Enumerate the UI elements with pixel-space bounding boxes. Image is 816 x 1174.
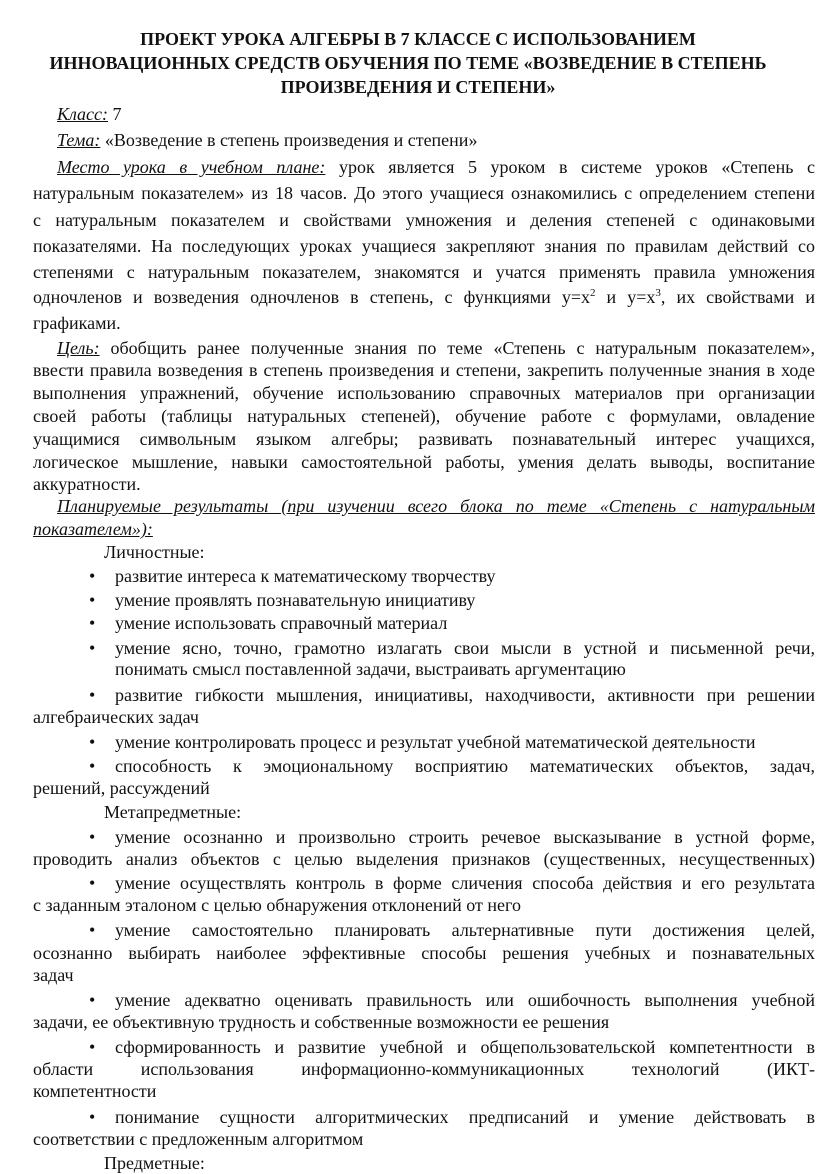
bullet-icon: • bbox=[89, 613, 96, 633]
meta-item-1a: умение осознанно и произвольно строить речевое высказывание в устной форме, bbox=[115, 827, 815, 847]
place-line-1: Место урока в учебном плане: урок является 5 уроком в системе уроков «Степень с bbox=[57, 157, 815, 177]
meta-item-3b: осознанно выбирать наиболее эффективные способы решения учебных и познавательных bbox=[33, 943, 815, 963]
bullet-icon: • bbox=[89, 873, 96, 893]
class-line bbox=[57, 103, 122, 125]
topic-value: «Возведение в степень произведения и степени» bbox=[100, 130, 478, 150]
personal-item-4b: понимать смысл поставленной задачи, выстраивать аргументацию bbox=[115, 659, 626, 679]
place-line-2: натуральным показателем» из 18 часов. До этого учащиеся ознакомились с определением степени bbox=[33, 183, 815, 203]
meta-item-5a: сформированность и развитие учебной и общепользовательской компетентности в bbox=[115, 1037, 815, 1057]
goal-line-3: выполнения упражнений, обучение использованию справочных материалов при организации bbox=[33, 383, 815, 403]
meta-item-2b: с заданным эталоном с целью обнаружения отклонений от него bbox=[33, 895, 521, 915]
meta-item-5b: области использования информационно-коммуникационных технологий (ИКТ- bbox=[33, 1059, 815, 1079]
bullet-icon: • bbox=[89, 920, 96, 940]
goal-label: Цель: bbox=[57, 338, 100, 358]
goal-line-5: учащимися символьным языком алгебры; развивать познавательный интерес учащихся, bbox=[33, 429, 815, 449]
place-line-6: одночленов и возведения одночленов в степень, с функциями $y=x^2$ и $y=x^3$, их свойствами и bbox=[33, 287, 815, 307]
class-label: Класс: bbox=[57, 104, 108, 124]
bullet-icon: • bbox=[89, 756, 96, 776]
personal-item-1: развитие интереса к математическому творчеству bbox=[115, 566, 496, 586]
subject-heading: Предметные: bbox=[104, 1153, 205, 1173]
goal-line-7: аккуратности. bbox=[33, 474, 141, 494]
doc-title-line2: ИННОВАЦИОННЫХ СРЕДСТВ ОБУЧЕНИЯ ПО ТЕМЕ «ВОЗВЕДЕНИЕ В СТЕПЕНЬ bbox=[49, 53, 767, 73]
bullet-icon: • bbox=[89, 590, 96, 610]
doc-title-line1: ПРОЕКТ УРОКА АЛГЕБРЫ В 7 КЛАССЕ С ИСПОЛЬЗОВАНИЕМ bbox=[140, 29, 696, 49]
class-value: 7 bbox=[108, 104, 122, 124]
topic-line bbox=[57, 129, 477, 151]
personal-item-3: умение использовать справочный материал bbox=[115, 613, 448, 633]
planned-results-line-1: Планируемые результаты (при изучении всего блока по теме «Степень с натуральным bbox=[57, 496, 815, 516]
personal-item-7a: способность к эмоциональному восприятию математических объектов, задач, bbox=[115, 756, 815, 776]
goal-line-1: Цель: обобщить ранее полученные знания по теме «Степень с натуральным показателем», bbox=[57, 338, 816, 358]
bullet-icon: • bbox=[89, 685, 96, 705]
personal-item-5a: развитие гибкости мышления, инициативы, находчивости, активности при решении bbox=[115, 685, 815, 705]
goal-line-2: ввести правила возведения в степень произведения и степени, закрепить полученные знания в ходе bbox=[33, 360, 815, 380]
bullet-icon: • bbox=[89, 827, 96, 847]
bullet-icon: • bbox=[89, 990, 96, 1010]
personal-item-7b: решений, рассуждений bbox=[33, 778, 210, 798]
bullet-icon: • bbox=[89, 638, 96, 658]
meta-item-6a: понимание сущности алгоритмических предписаний и умение действовать в bbox=[115, 1107, 815, 1127]
meta-item-3a: умение самостоятельно планировать альтернативные пути достижения целей, bbox=[115, 920, 815, 940]
personal-item-5b: алгебраических задач bbox=[33, 707, 199, 727]
place-line-4: показателями. На последующих уроках учащиеся закрепляют знания по правилам действий со bbox=[33, 236, 815, 256]
meta-item-2a: умение осуществлять контроль в форме сличения способа действия и его результата bbox=[115, 873, 815, 893]
meta-item-6b: соответствии с предложенным алгоритмом bbox=[33, 1129, 364, 1149]
meta-heading: Метапредметные: bbox=[104, 802, 242, 822]
bullet-icon: • bbox=[89, 1037, 96, 1057]
meta-item-1b: проводить анализ объектов с целью выделения признаков (существенных, несущественных) bbox=[33, 849, 815, 869]
bullet-icon: • bbox=[89, 732, 96, 752]
place-line-5: степенями с натуральным показателем, знакомятся и учатся применять правила умножения bbox=[33, 262, 815, 282]
place-label: Место урока в учебном плане: bbox=[57, 157, 326, 177]
planned-results-line-2: показателем»): bbox=[33, 519, 153, 539]
meta-item-4a: умение адекватно оценивать правильность или ошибочность выполнения учебной bbox=[115, 990, 815, 1010]
bullet-icon: • bbox=[89, 566, 96, 586]
personal-item-4a: умение ясно, точно, грамотно излагать свои мысли в устной и письменной речи, bbox=[115, 638, 815, 658]
place-line-3: с натуральным показателем и свойствами умножения и деления степеней с одинаковыми bbox=[33, 210, 815, 230]
goal-line-6: логическое мышление, навыки самостоятельной работы, умения делать выводы, воспитание bbox=[33, 452, 815, 472]
goal-line-4: своей работы (таблицы натуральных степеней), обучение работе с формулами, овладение bbox=[33, 406, 815, 426]
personal-item-2: умение проявлять познавательную инициативу bbox=[115, 590, 476, 610]
bullet-icon: • bbox=[89, 1107, 96, 1127]
meta-item-4b: задачи, ее объективную трудность и собственные возможности ее решения bbox=[33, 1012, 610, 1032]
topic-label: Тема: bbox=[57, 130, 101, 150]
doc-title-line3: ПРОИЗВЕДЕНИЯ И СТЕПЕНИ» bbox=[280, 77, 556, 97]
personal-item-6: умение контролировать процесс и результат учебной математической деятельности bbox=[115, 732, 756, 752]
meta-item-5c: компетентности bbox=[33, 1081, 157, 1101]
personal-heading: Личностные: bbox=[104, 542, 205, 562]
place-line-7: графиками. bbox=[33, 313, 121, 333]
meta-item-3c: задач bbox=[33, 965, 74, 985]
